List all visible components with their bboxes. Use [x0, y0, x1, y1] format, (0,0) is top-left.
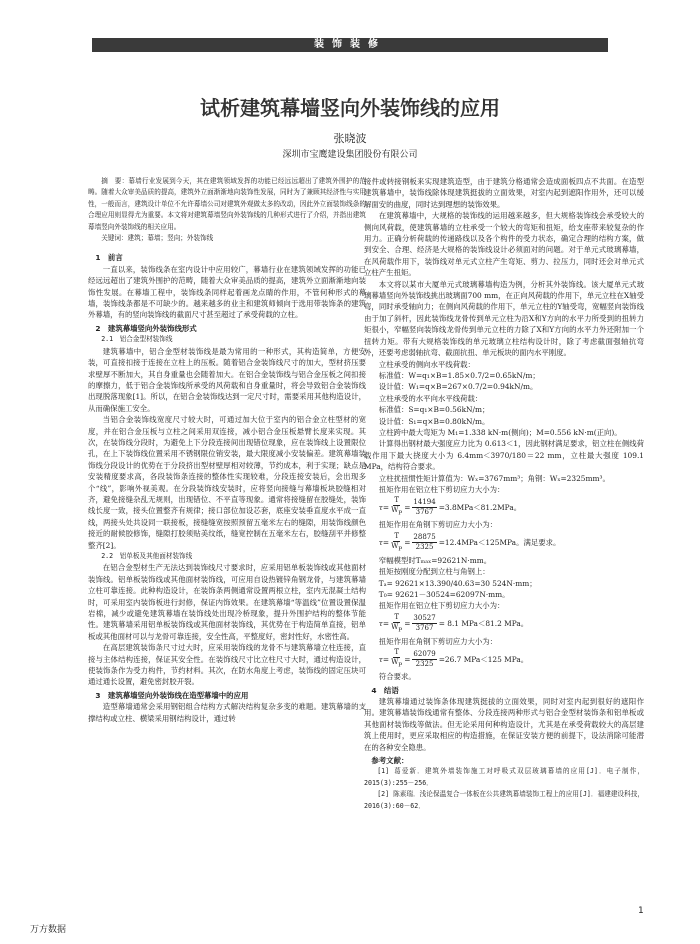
- keywords: 关键词：建筑；幕墙；竖向；外装饰线: [101, 234, 214, 243]
- section-3-body: 造型幕墙通常会采用钢铝组合结构方式解决结构复杂多变的难题。建筑幕墙的支撑结构或立柱、横梁采用钢结构设计，通过转: [88, 702, 366, 723]
- section-1-body: 一直以来，装饰线条在室内设计中应用较广，幕墙行业在建筑领域发挥的功能已经远远超出了建筑外围护的范畴，随着大众审美品质的提高，建筑外立面渐渐地向装饰性发展。在幕墙工程中，装饰线条同样起着画龙点睛的作用，不管何种形式的幕墙，装饰线条都是不可缺少的。越来越多的业主和建筑师倾向于选用带装饰条的建筑外幕墙，有的竖向装饰线的截面尺寸甚至超过了承受荷载的立柱。: [88, 264, 366, 320]
- formula-line-5: 标准值：S=q₁×B=0.56kN/m；: [378, 405, 490, 415]
- section-header-label: 装饰装修: [314, 39, 386, 50]
- eq1-result: =3.8MPa＜81.2MPa。: [438, 502, 522, 512]
- formula-line-3: 设计值：W₁=q×B=267×0.7/2=0.94kN/m。: [378, 382, 538, 392]
- footer-watermark: 万方数据: [30, 925, 67, 935]
- right-para-3: 本文将以某市大厦单元式玻璃幕墙构造为例，分析其外装饰线。该大厦单元式玻璃幕墙竖向外装饰线挑出玻璃面700 mm，在正向风荷载的作用下，单元立柱在X轴受弯，同时承受轴向力；在侧向风荷载的作用下，单元立柱的Y轴受弯，宽幅竖向装饰线由于加了斜杆，因此装饰线龙骨传到单元立柱为沿X和Y方向的水平力所受到的扭转力矩很小，窄幅竖向装饰线龙骨传到单元立柱的力除了X和Y方向的水平力外还附加一个扭转力矩。带有大规格装饰线的单元玻璃立柱结构设计时，除了考虑截面强轴抗弯外，还要考虑弱轴抗弯、截面抗扭、单元板块的面内水平刚度。: [364, 279, 644, 358]
- eq3-result: = 8.1 MPa＜81.2 MPa。: [438, 619, 529, 629]
- eq2-denominator: 2325: [415, 543, 434, 552]
- right-para-2: 在建筑幕墙中，大规格的装饰线的运用越来越多，但大规格装饰线会承受较大的侧向风荷载，使建筑幕墙的立柱承受一个较大的弯矩和扭矩，给支座带来较复杂的作用力。正确分析荷载的传递路线以及各个构件的受力状态，确定合理的结构方案，做到安全、合理、经济是大规格的装饰线设计必须面对的问题。对于单元式玻璃幕墙，在风荷载作用下，装饰线对单元式立柱产生弯矩、剪力、拉压力，同时还会对单元式立柱产生扭矩。: [364, 211, 644, 278]
- author-name: 张晓波: [333, 132, 367, 145]
- formula-line-9: 扭矩作用在铝立柱下剪切应力大小为：: [378, 484, 505, 494]
- formula-line-11: 窄幅模型时Tₘₐₓ=92621N·mm。: [378, 555, 492, 565]
- eq4-numerator: 62079: [413, 649, 436, 658]
- section-2-1-para-1: 建筑幕墙中，铝合金型材装饰线是最为常用的一种形式，其构造简单，方便安装，可直接扣接于连接在立柱上的压板。随着铝合金装饰线尺寸的加大，型材挤压要求壁厚不断加大，其自身重量也会随着加大。在铝合金装饰线与铝合金压板之间扣接的摩擦力，低于铝合金装饰线所承受的风荷载和自身重量时，将会导致铝合金装饰线出现脱落现象[1]。所以，在铝合金装饰线达到一定尺寸时，需要采用其他构造设计，从而确保施工安全。: [88, 346, 366, 413]
- formula-line-1: 立柱承受的侧向水平线荷载：: [378, 359, 475, 369]
- equation-4: τ = $\frac{T}{W_P}$ = $\frac{62079}{2325}$ =26.7 MPa＜125 MPa。: [378, 648, 529, 669]
- eq2-numerator: 28875: [413, 533, 436, 542]
- right-para-4: 计算得出钢材最大强度应力比为 0.613＜1，因此钢材满足要求，铝立柱在侧线荷载作用下最大挠度大小为 6.4mm＜3970/180＝22 mm，立柱最大强度 109.1 MPa，结构符合要求。: [364, 439, 644, 472]
- formula-line-14: T₀= 92621－30524=62097N·mm。: [378, 590, 510, 599]
- right-para-1: 接件或转接钢板来实现建筑造型，由于建筑分格通常会造成面板四点不共面。在造型建筑幕墙中，装饰线除体现建筑挺拔的立面效果，对室内起到遮阳作用外，还可以缓解面安的曲度，同时达到理想的装饰效果。: [364, 177, 644, 209]
- formula-line-8: 立柱扰扭惯性矩计算值为：Wₓ=3767mm³；角钢：Wₓ=2325mm³。: [378, 473, 610, 483]
- eq4-denominator: 2325: [415, 659, 434, 668]
- eq1-denominator: 3767: [415, 507, 434, 516]
- section-2-1-heading: 2.1 铝合金型材装饰线: [101, 335, 173, 344]
- equation-2: τ = $\frac{T}{W_P}$ = $\frac{28875}{2325}$ =12.4MPa＜125MPa。满足要求。: [378, 531, 561, 552]
- eq4-result: =26.7 MPa＜125 MPa。: [438, 654, 529, 664]
- formula-line-13: Tₐ= 92621×13.390/40.63=30 524N·mm；: [378, 578, 537, 588]
- reference-2: [2] 陈素瑞．浅论保温复合一体板在公共建筑幕墙装饰工程上的应用[J]．福建建设科技，2016(3):60－62．: [364, 790, 644, 810]
- section-2-2-para-2: 在高层建筑装饰条尺寸过大时，应采用装饰线的龙骨不与建筑幕墙立柱连接，直接与主体结构连接，保证其安全性。在装饰线尺寸比立柱尺寸大时，通过构造设计，使装饰条作为受力构件，节约材料。其次，在防水角度上考虑，装饰线的固定压块可通过通长设置，避免密封胶开裂。: [88, 643, 366, 687]
- formula-line-6: 设计值：S₁=q×B=0.80kN/m。: [378, 416, 490, 426]
- formula-line-15: 扭矩作用在铝立柱下剪切应力大小为：: [378, 601, 505, 611]
- article-title: 试析建筑幕墙竖向外装饰线的应用: [200, 96, 500, 120]
- section-3-heading: 3 建筑幕墙竖向外装饰线在造型幕墙中的应用: [95, 690, 249, 700]
- formula-line-10: 扭矩作用在角钢下剪切应力大小为：: [378, 520, 498, 530]
- section-1-heading: 1 前言: [95, 253, 123, 263]
- eq3-numerator: 30527: [413, 614, 436, 623]
- section-2-2-heading: 2.2 铝单板及其他面材装饰线: [101, 552, 193, 560]
- formula-line-4: 立柱承受的水平向水平线荷载：: [378, 393, 483, 403]
- equation-1: τ = $\frac{T}{W_P}$ = $\frac{14194}{3767}$ =3.8MPa＜81.2MPa。: [378, 496, 522, 517]
- left-column: [88, 176, 366, 724]
- eq1-numerator: 14194: [413, 497, 436, 506]
- page-number: 1: [638, 906, 644, 916]
- right-column: [364, 176, 644, 812]
- eq2-result: =12.4MPa＜125MPa。满足要求。: [438, 538, 561, 548]
- formula-line-16: 扭矩作用在角钢下剪切应力大小为：: [378, 636, 498, 646]
- eq3-denominator: 3767: [415, 624, 434, 633]
- references-heading: 参考文献：: [371, 756, 409, 766]
- section-4-body: 建筑幕墙通过装饰条体现建筑挺拔的立面效果，同时对室内起到很好的遮阳作用。建筑幕墙装饰线通常有整体、分段连接两种形式与铝合金型材装饰条和铝单板或其他面材装饰线等做法。但无论采用何种构造设计，尤其是在承受荷载较大的高层建筑上使用时，更应采取相应的构造措施，在保证安装方便的前提下，设法消除可能潜在的各种安全隐患。: [364, 697, 644, 752]
- formula-line-7: 立柱跨中最大弯矩为 M₁=1.338 kN·m(侧向)；M=0.556 kN·m(正向)。: [378, 427, 622, 437]
- abstract: 摘 要：幕墙行业发展到今天，其在建筑领域发挥的功能已经远远超出了建筑外围护的范畴。随着大众审美品质的提高，建筑外立面渐渐地向装饰性发展，同时为了兼顾其经济性与实用性，一般而言，建筑设计单位不允许幕墙公司对建筑外观做太多的改动，因此外立面装饰线条的合理应用则显得尤为重要。本文将对建筑幕墙竖向外装饰线的几种形式进行了介绍，并指出建筑幕墙竖向外装饰线的相关应用。: [88, 177, 366, 231]
- section-2-heading: 2 建筑幕墙竖向外装饰线形式: [95, 323, 197, 333]
- section-2-2-para-1: 在铝合金型材生产无法达到装饰线尺寸要求时，应采用铝单板装饰线或其他面材装饰线。铝单板装饰线或其他面材装饰线，可应用自设热镀锌角钢龙骨，与建筑幕墙立柱可靠连接。此种构造设计，在装饰条两侧通常设置两根立柱，室内无混凝土结构时，可采用室内装饰板进行封修，保证内饰效果。在建筑幕墙“等温线”位置设置保温岩棉，减少或避免建筑幕墙在装饰线处出现冷桥现象，提升外围护结构的整体节能性。建筑幕墙采用铝单板装饰线或其他面材装饰线，其优势在于构造简单直接，铝单板或其他面材可以与龙骨可靠连接，安全性高，平整度好，密封性好，水密性高。: [88, 563, 366, 641]
- formula-line-17: 符合要求。: [378, 672, 416, 682]
- author-affiliation: 深圳市宝鹰建设集团股份有限公司: [282, 150, 418, 160]
- equation-3: τ = $\frac{T}{W_P}$ = $\frac{30527}{3767}$ = 8.1 MPa＜81.2 MPa。: [378, 612, 529, 633]
- formula-line-12: 扭矩按刚度分配到立柱与角钢上：: [378, 567, 490, 577]
- reference-1: [1] 葛爱新．建筑外墙装饰施工对呼吸式双层玻璃幕墙的应用[J]．电子制作，2015(3):255－256．: [364, 767, 644, 787]
- section-2-1-para-2: 当铝合金装饰线宽度尺寸较大时，可通过加大位于室内的铝合金立柱型材的宽度，并在铝合金压板与立柱之间采用双连接，减小铝合金压板悬臂长度来实现。其次，在装饰线分段时，为避免上下分段连接间出现错位现象，应在装饰线上设置限位孔，在上下装饰线位置采用不锈钢限位销安装，最大限度减小安装偏差。建筑幕墙装饰线分段设计的优势在于分段挤出型材壁厚相对较薄，节约成本，利于实现；缺点是安装精度要求高，各段装饰条连接的整体性实现较难，分段连接安装后，会出现多个“线”，影响外视美观。在分段装饰线安装时，应将竖向接缝与幕墙板块胶缝相对齐，避免接缝杂乱无规则，出现错位、不平直等现象。通常将接缝留在胶缝处，装饰线长度一致，接头位置整齐有规律；接口部位加设芯套，底座安装垂直度水平成一直线，两接头处共设同一联接板，接缝缝宽按照预留五毫米左右的缝隙，用装饰线颜色接近的耐候胶修饰，缝隙打胶须贴美纹纸，缝宽控制在五毫米左右，胶缝刮平并修整整齐[2]。: [88, 415, 366, 550]
- section-header-bar: [92, 38, 608, 52]
- formula-line-2: 标准值：W=q₁×B=1.85×0.7/2=0.65kN/m；: [378, 370, 540, 380]
- section-4-heading: 4 结语: [371, 685, 399, 695]
